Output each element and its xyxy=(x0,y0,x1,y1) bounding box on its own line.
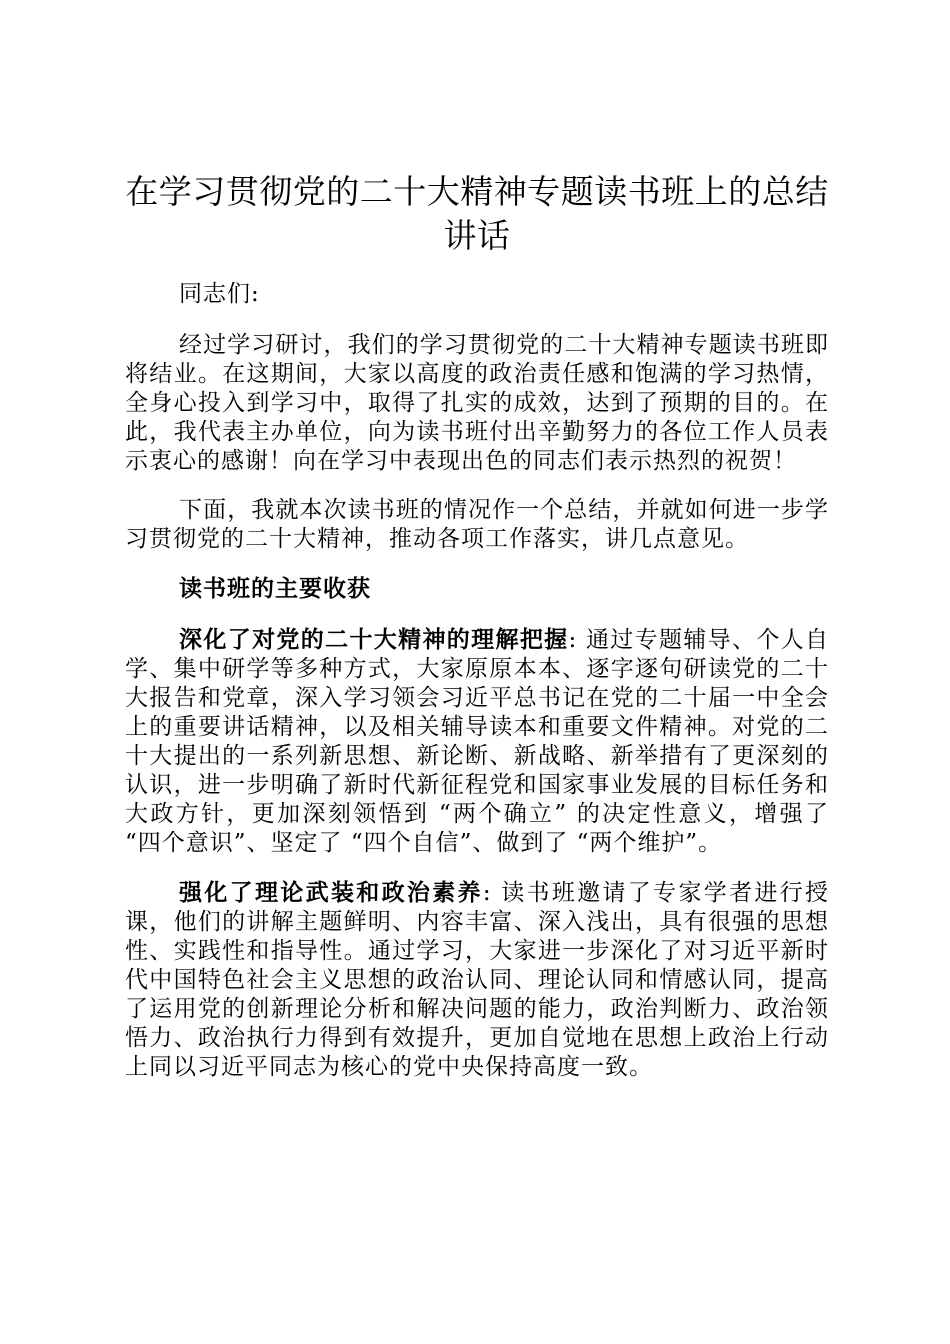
point-separator-1: : xyxy=(568,627,578,653)
intro-paragraph: 经过学习研讨，我们的学习贯彻党的二十大精神专题读书班即将结业。在这期间，大家以高度的政治责任感和饱满的学习热情，全身心投入到学习中，取得了扎实的成效，达到了预期的目的。在此，我代表主办单位，向为读书班付出辛勤努力的各位工作人员表示衷心的感谢！向在学习中表现出色的同志们表示热烈的祝贺！ xyxy=(125,332,829,474)
section-heading: 读书班的主要收获 xyxy=(179,575,372,602)
salutation: 同志们: xyxy=(179,281,260,307)
document-page xyxy=(125,170,829,1102)
point-paragraph-2 xyxy=(125,878,829,1082)
point-body-2: 读书班邀请了专家学者进行授课，他们的讲解主题鲜明、内容丰富、深入浅出，具有很强的思想性、实践性和指导性。通过学习，大家进一步深化了对习近平新时代中国特色社会主义思想的政治认同、理论认同和情感认同，提高了运用党的创新理论分析和解决问题的能力，政治判断力、政治领悟力、政治执行力得到有效提升，更加自觉地在思想上政治上行动上同以习近平同志为核心的党中央保持高度一致。 xyxy=(125,880,830,1080)
point-lead-2: 强化了理论武装和政治素养 xyxy=(179,879,483,906)
transition-paragraph: 下面，我就本次读书班的情况作一个总结，并就如何进一步学习贯彻党的二十大精神，推动各项工作落实，讲几点意见。 xyxy=(125,497,829,552)
point-paragraph-1 xyxy=(125,625,829,858)
point-body-1: 通过专题辅导、个人自学、集中研学等多种方式，大家原原本本、逐字逐句研读党的二十大报告和党章，深入学习领会习近平总书记在党的二十届一中全会上的重要讲话精神，以及相关辅导读本和重要文件精神。对党的二十大提出的一系列新思想、新论断、新战略、新举措有了更深刻的认识，进一步明确了新时代新征程党和国家事业发展的目标任务和大政方针，更加深刻领悟到 “两个确立” 的决定性意义，增强了 “四个意识”、坚定了 “四个自信”、做到了 “两个维护”。 xyxy=(125,627,830,856)
document-title: 在学习贯彻党的二十大精神专题读书班上的总结讲话 xyxy=(125,172,829,255)
point-lead-1: 深化了对党的二十大精神的理解把握 xyxy=(179,626,569,653)
point-separator-2: : xyxy=(482,880,492,906)
